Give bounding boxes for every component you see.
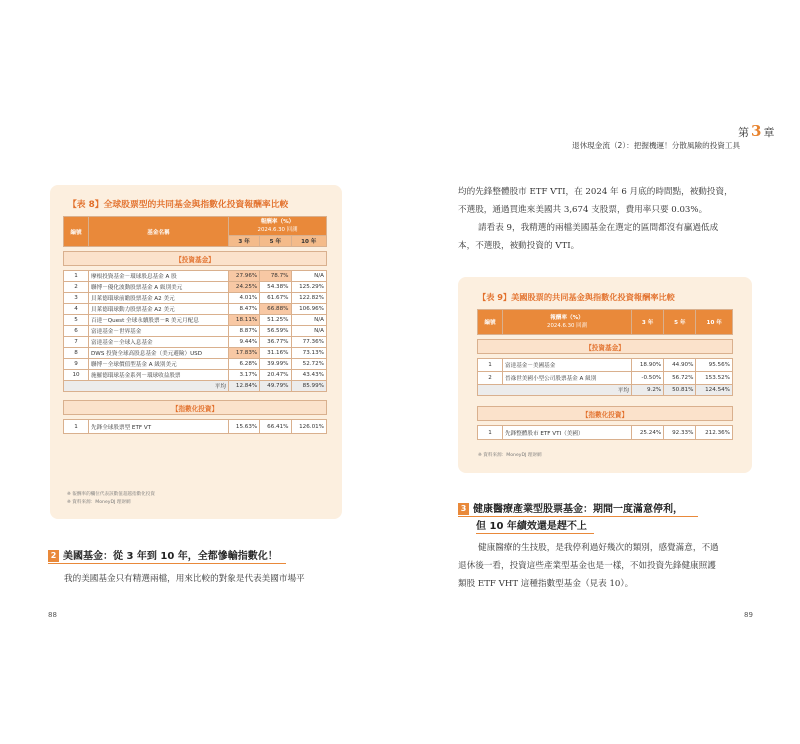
chapter-suffix: 章: [763, 126, 775, 139]
right-para1-line1: 均的先鋒整體股市 ETF VTI，在 2024 年 6 月底的時間點，被動投資，: [458, 187, 733, 197]
return-10y: N/A: [291, 315, 327, 326]
return-3y: 8.47%: [229, 304, 260, 315]
section-2-heading: [48, 547, 278, 562]
table9-title: 【表 9】美國股票的共同基金與指數化投資報酬率比較: [478, 292, 675, 302]
return-3y: 8.87%: [229, 326, 260, 337]
chapter-number: 3: [751, 122, 762, 140]
return-3y: 24.25%: [229, 282, 260, 293]
table8-title: 【表 8】全球股票型的共同基金與指數化投資報酬率比較: [68, 200, 289, 210]
avg-5y: 49.79%: [260, 381, 291, 392]
table-row: [478, 359, 733, 372]
return-3y: 6.28%: [229, 359, 260, 370]
average-row: [64, 381, 327, 392]
return-5y: 39.99%: [260, 359, 291, 370]
period-5y: 5 年: [260, 236, 291, 247]
row-no: 1: [478, 359, 503, 372]
section-funds: 【投資基金】: [478, 340, 733, 354]
table9: [477, 309, 733, 440]
return-3y: 18.90%: [632, 359, 664, 372]
row-no: 1: [64, 420, 89, 434]
table8-note: ※ 報酬率的欄位代表該數值超越指數化投資: [67, 492, 155, 497]
section-3-number: 3: [458, 503, 469, 515]
row-no: 8: [64, 348, 89, 359]
table-row: [64, 420, 327, 434]
return-5y: 61.67%: [260, 293, 291, 304]
return-3y: 17.83%: [229, 348, 260, 359]
return-3y: 15.63%: [229, 420, 260, 434]
return-5y: 54.38%: [260, 282, 291, 293]
col-header-return: [229, 217, 327, 236]
return-10y: 126.01%: [291, 420, 327, 434]
avg-3y: 12.84%: [229, 381, 260, 392]
page-number-left: 88: [48, 611, 57, 619]
avg-3y: 9.2%: [632, 385, 664, 396]
return-10y: 106.96%: [291, 304, 327, 315]
table-row: [64, 348, 327, 359]
section-3-heading: [458, 500, 683, 515]
period-10y: 10 年: [696, 310, 733, 335]
table-row: [478, 426, 733, 440]
row-no: 7: [64, 337, 89, 348]
right-para1-line4: 本，不選股，被動投資的 VTI。: [458, 241, 580, 251]
table-row: [64, 359, 327, 370]
chapter-marker: [738, 122, 774, 140]
section-2-underline: [48, 563, 286, 564]
fund-name: 富達基金－世界基金: [89, 326, 229, 337]
fund-name: 聯博－優化波動股票基金 A 級別美元: [89, 282, 229, 293]
row-no: 3: [64, 293, 89, 304]
average-label: 平均: [64, 381, 229, 392]
fund-name: 施羅德環球基金系列－環球收益股票: [89, 370, 229, 381]
fund-name: 先鋒整體股市 ETF VTI（美國）: [503, 426, 632, 440]
return-3y: -0.50%: [632, 372, 664, 385]
row-no: 9: [64, 359, 89, 370]
row-no: 2: [478, 372, 503, 385]
return-label: 報酬率（%）: [260, 219, 295, 225]
row-no: 6: [64, 326, 89, 337]
fund-name: 摩根投資基金－環球股息基金 A 股: [89, 271, 229, 282]
right-para2-line2: 退休後一看，投資這些產業型基金也是一樣，不如投資先鋒健康照護: [458, 561, 716, 571]
return-10y: N/A: [291, 326, 327, 337]
col-header-name: 基金名稱: [89, 217, 229, 247]
right-para1-line3: 請看表 9，我精選的兩檔美國基金在選定的區間都沒有贏過低成: [478, 223, 719, 233]
return-5y: 66.41%: [260, 420, 291, 434]
row-no: 10: [64, 370, 89, 381]
return-5y: 56.59%: [260, 326, 291, 337]
return-10y: 95.56%: [696, 359, 733, 372]
section-2-title: 美國基金：從 3 年到 10 年，全都慘輸指數化！: [63, 551, 278, 562]
return-10y: 43.43%: [291, 370, 327, 381]
fund-name: 百達－Quest 全球永續股票－R 美元月配息: [89, 315, 229, 326]
fund-name: 貝萊德環球動力股票基金 A2 美元: [89, 304, 229, 315]
return-3y: 25.24%: [632, 426, 664, 440]
return-5y: 31.16%: [260, 348, 291, 359]
col-header-no: 編號: [478, 310, 503, 335]
period-5y: 5 年: [664, 310, 696, 335]
return-5y: 20.47%: [260, 370, 291, 381]
section-3-title-line2: 但 10 年績效還是趕不上: [476, 521, 587, 532]
return-5y: 44.90%: [664, 359, 696, 372]
section-index: 【指數化投資】: [64, 401, 327, 415]
fund-name: 先鋒全球股票型 ETF VT: [89, 420, 229, 434]
table-row: [64, 293, 327, 304]
return-5y: 56.72%: [664, 372, 696, 385]
row-no: 1: [478, 426, 503, 440]
return-10y: 52.72%: [291, 359, 327, 370]
row-no: 5: [64, 315, 89, 326]
fund-name: 貝萊德環球前瞻股票基金 A2 美元: [89, 293, 229, 304]
avg-10y: 85.99%: [291, 381, 327, 392]
table-row: [64, 304, 327, 315]
fund-name: 聯博－全球價值型基金 A 級別美元: [89, 359, 229, 370]
return-3y: 4.01%: [229, 293, 260, 304]
return-10y: N/A: [291, 271, 327, 282]
table9-source: ※ 資料來源：MoneyDJ 理財網: [478, 453, 542, 458]
table-row: [64, 315, 327, 326]
return-5y: 78.7%: [260, 271, 291, 282]
section-3-title-line1: 健康醫療產業型股票基金：期間一度滿意停利，: [473, 504, 683, 515]
fund-name: 富達基金－美國基金: [503, 359, 632, 372]
average-label: 平均: [478, 385, 632, 396]
right-para2-line3: 類股 ETF VHT 這種指數型基金（見表 10）。: [458, 579, 634, 589]
page-number-right: 89: [744, 611, 753, 619]
table8-source: ※ 資料來源：MoneyDJ 理財網: [67, 500, 131, 505]
fund-name: DWS 投資全球高股息基金（美元避險）USD: [89, 348, 229, 359]
row-no: 1: [64, 271, 89, 282]
section-2-number: 2: [48, 550, 59, 562]
return-date: 2024.6.30 回測: [257, 227, 298, 233]
return-3y: 27.96%: [229, 271, 260, 282]
table-row: [64, 370, 327, 381]
period-10y: 10 年: [291, 236, 327, 247]
avg-10y: 124.54%: [696, 385, 733, 396]
period-3y: 3 年: [632, 310, 664, 335]
return-10y: 212.36%: [696, 426, 733, 440]
table8: [63, 216, 327, 434]
return-10y: 122.82%: [291, 293, 327, 304]
col-header-no: 編號: [64, 217, 89, 247]
table-row: [64, 326, 327, 337]
return-10y: 73.13%: [291, 348, 327, 359]
return-10y: 125.29%: [291, 282, 327, 293]
col-header-return: [503, 310, 632, 335]
fund-name: 晉祿世美國小型公司股票基金 A 級別: [503, 372, 632, 385]
return-5y: 66.88%: [260, 304, 291, 315]
avg-5y: 50.81%: [664, 385, 696, 396]
return-3y: 3.17%: [229, 370, 260, 381]
table-row: [64, 271, 327, 282]
return-10y: 77.36%: [291, 337, 327, 348]
return-10y: 153.52%: [696, 372, 733, 385]
section-funds: 【投資基金】: [64, 252, 327, 266]
return-5y: 92.33%: [664, 426, 696, 440]
right-para2-line1: 健康醫療的生技股，是我停利過好幾次的類別，感覺滿意，不過: [478, 543, 719, 553]
running-title: 退休現金流（2）：把握機運！分散風險的投資工具: [572, 141, 741, 150]
return-3y: 9.44%: [229, 337, 260, 348]
chapter-prefix: 第: [738, 126, 749, 139]
return-5y: 51.25%: [260, 315, 291, 326]
section-3-underline-2: [476, 533, 594, 534]
table-row: [478, 372, 733, 385]
table-row: [64, 337, 327, 348]
average-row: [478, 385, 733, 396]
row-no: 2: [64, 282, 89, 293]
fund-name: 富達基金－全球入息基金: [89, 337, 229, 348]
section-index: 【指數化投資】: [478, 407, 733, 421]
return-5y: 36.77%: [260, 337, 291, 348]
row-no: 4: [64, 304, 89, 315]
right-para1-line2: 不選股，通過買進來美國共 3,674 支股票，費用率只要 0.03%。: [458, 205, 708, 215]
table-row: [64, 282, 327, 293]
return-label: 報酬率（%）: [550, 315, 584, 321]
return-date: 2024.6.30 回測: [547, 323, 587, 329]
period-3y: 3 年: [229, 236, 260, 247]
return-3y: 18.11%: [229, 315, 260, 326]
left-paragraph: 我的美國基金只有精選兩檔，用來比較的對象是代表美國市場平: [64, 574, 305, 584]
